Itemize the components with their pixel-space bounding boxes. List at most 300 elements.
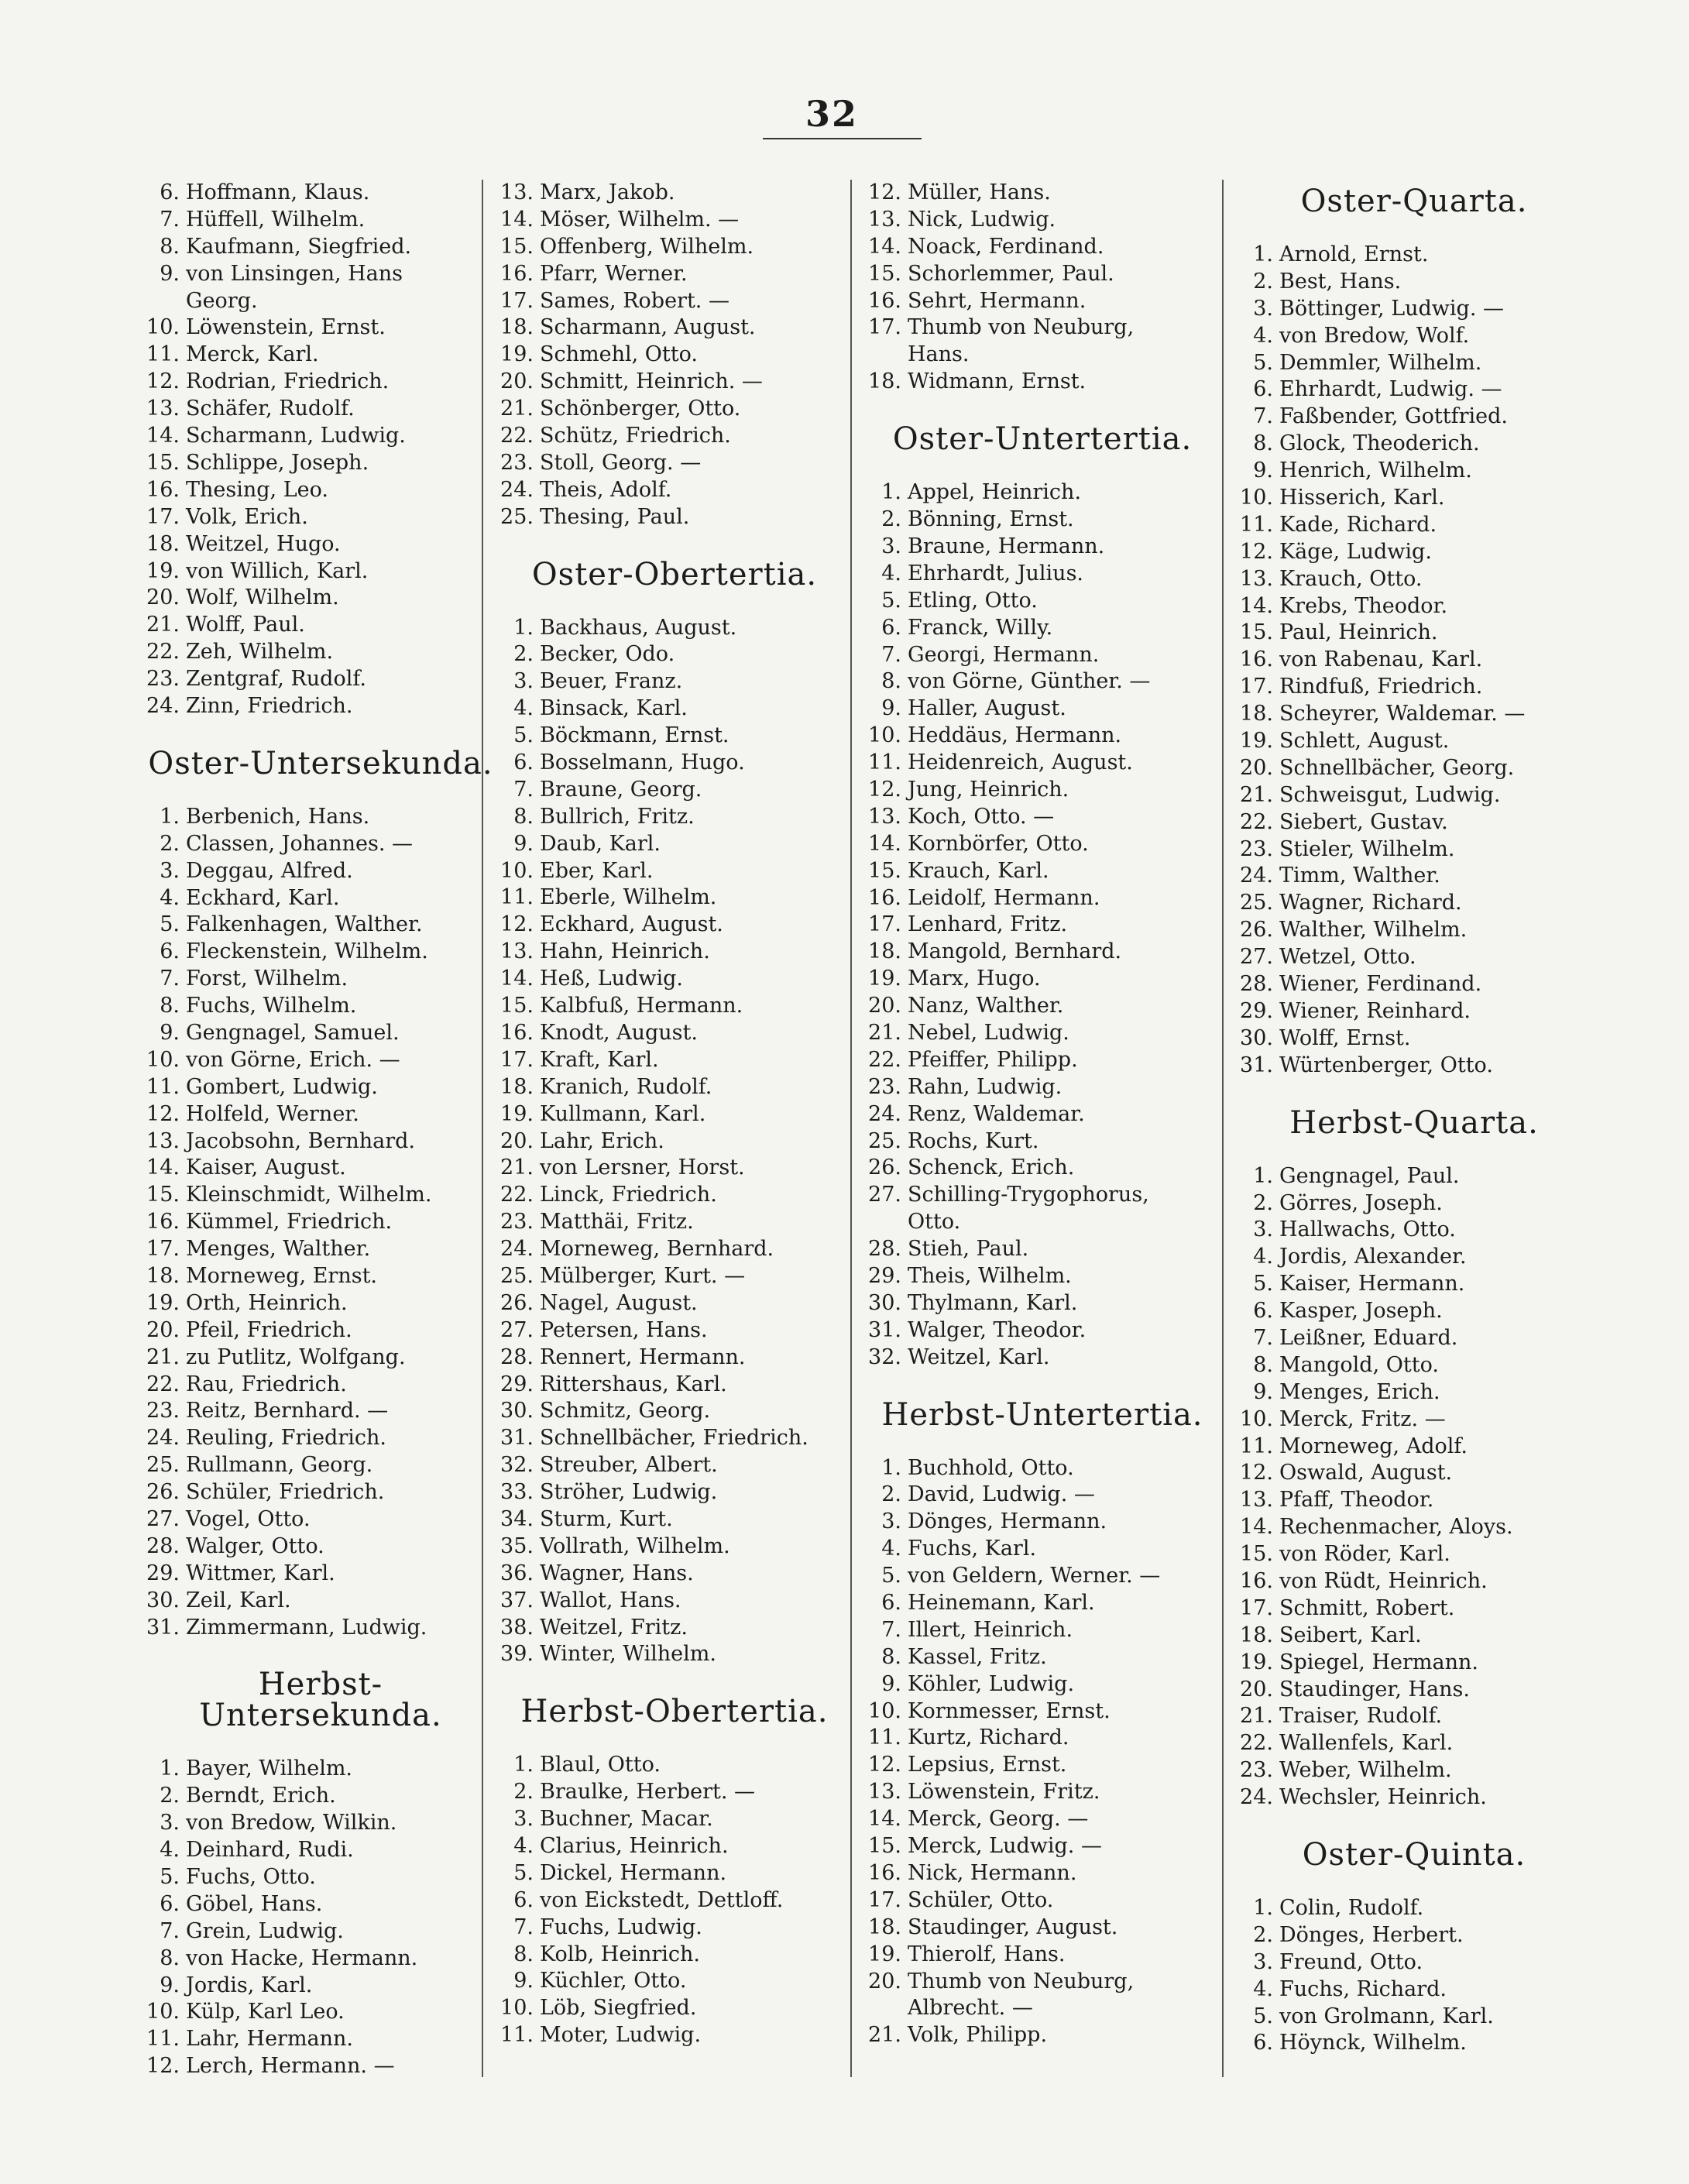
list-item-number: 18. (500, 315, 534, 340)
list-item-name: Wetzel, Otto. (1279, 945, 1416, 970)
list-item-name: Seibert, Karl. (1279, 1623, 1422, 1647)
list-item (1239, 2004, 1589, 2031)
list-item-number: 16. (146, 1210, 180, 1235)
list-item (146, 1317, 496, 1344)
list-item (146, 1945, 496, 1973)
list-item-number: 4. (881, 561, 901, 585)
list-item (499, 1074, 850, 1101)
list-item-number: 9. (513, 1969, 534, 1993)
list-item (146, 858, 496, 885)
list-item-number: 10. (146, 2000, 180, 2024)
list-item (146, 1290, 496, 1317)
section-heading: Oster-Obertertia. (531, 556, 818, 592)
list-item (499, 234, 850, 261)
list-item-name: Braulke, Herbert. — (540, 1780, 755, 1805)
list-item (1239, 1568, 1589, 1595)
list-item-number: 14. (500, 967, 534, 991)
list-item-number: 9. (160, 1973, 180, 1997)
list-item (1239, 1352, 1589, 1379)
list-item (867, 1969, 1217, 2023)
column-1 (146, 180, 496, 2080)
list-item (146, 939, 496, 966)
list-item (146, 1891, 496, 1918)
list-item-name: Merck, Fritz. — (1279, 1406, 1446, 1431)
list-item-name: Kassel, Fritz. (908, 1644, 1047, 1669)
list-item-name: Daub, Karl. (540, 831, 661, 856)
list-item-name: Thumb von Neuburg, (908, 1969, 1135, 1993)
list-item-number: 20. (1240, 755, 1273, 780)
list-item-number: 6. (160, 1891, 180, 1916)
list-item-name: Kümmel, Friedrich. (186, 1210, 393, 1235)
list-item-name: Noack, Ferdinand. (908, 234, 1104, 259)
list-item (867, 993, 1217, 1020)
list-item (1239, 1053, 1589, 1080)
list-item-number: 10. (146, 1047, 180, 1072)
list-item-name: Morneweg, Bernhard. (540, 1237, 774, 1262)
list-item-name: Thumb von Neuburg, (908, 315, 1135, 340)
list-item-number: 16. (500, 1020, 534, 1045)
list-item-number: 20. (146, 1317, 180, 1342)
list-item (146, 804, 496, 831)
list-item-number: 15. (500, 994, 534, 1018)
list-item (499, 396, 850, 423)
list-item (146, 1047, 496, 1074)
list-item-name: Jordis, Karl. (186, 1973, 313, 1997)
list-item (1239, 376, 1589, 403)
list-item (146, 1837, 496, 1864)
list-item-number: 39. (500, 1642, 534, 1667)
list-item-number: 9. (160, 1020, 180, 1045)
list-item-name: Bullrich, Fritz. (540, 804, 695, 829)
list-item (867, 1725, 1217, 1752)
list-item-name: Rechenmacher, Aloys. (1279, 1515, 1513, 1540)
list-item-name: Dickel, Hermann. (540, 1860, 727, 1885)
list-item-number: 2. (1253, 269, 1273, 294)
section-heading: Oster-Quinta. (1302, 1836, 1526, 1873)
list-item-name: Schüler, Otto. (908, 1887, 1054, 1912)
list-item-name: Menges, Walther. (186, 1237, 371, 1262)
list-item (867, 534, 1217, 561)
list-item (867, 695, 1217, 723)
list-item-number: 26. (500, 1290, 534, 1315)
list-item-number: 29. (500, 1372, 534, 1396)
list-item-name: Henrich, Wilhelm. (1279, 458, 1472, 483)
list-item-name: Bönning, Ernst. (908, 507, 1074, 532)
list-item-number: 31. (1240, 1053, 1273, 1077)
list-item-name: Binsack, Karl. (540, 696, 688, 721)
list-item (146, 558, 496, 585)
list-item (146, 207, 496, 234)
list-item-number: 4. (513, 696, 534, 721)
list-item-number: 6. (160, 180, 180, 204)
list-item-number: 21. (500, 397, 534, 421)
list-item-number: 21. (500, 1156, 534, 1180)
list-item (499, 939, 850, 966)
list-item-number: 2. (160, 1784, 180, 1808)
list-item-number: 14. (500, 207, 534, 232)
list-item-name: Scharmann, August. (540, 315, 756, 340)
list-item-name: Classen, Johannes. — (186, 831, 413, 856)
list-item-number: 12. (1240, 1461, 1273, 1485)
list-item-number: 3. (1253, 296, 1273, 321)
list-item-number: 15. (500, 234, 534, 259)
list-item-number: 2. (513, 642, 534, 667)
list-item-name: Timm, Walther. (1279, 864, 1440, 888)
list-item-number: 4. (513, 1833, 534, 1858)
list-item-name: Weitzel, Hugo. (186, 531, 341, 556)
list-item-name: Backhaus, August. (540, 615, 737, 640)
list-item-name: Petersen, Hans. (540, 1317, 708, 1342)
list-item (867, 1074, 1217, 1101)
list-item-name: Dönges, Herbert. (1279, 1922, 1464, 1947)
list-item-name: Orth, Heinrich. (186, 1290, 348, 1315)
list-item-name: Walger, Otto. (186, 1533, 324, 1558)
list-item (499, 1344, 850, 1372)
list-item-number: 27. (868, 1183, 901, 1207)
list-item-number: 3. (513, 669, 534, 694)
list-item (1239, 647, 1589, 674)
list-item (1239, 1703, 1589, 1730)
list-item-name: Schmitz, Georg. (540, 1399, 711, 1423)
list-item-name: Merck, Georg. — (908, 1807, 1089, 1832)
list-item (867, 1779, 1217, 1806)
list-item-name: Mangold, Bernhard. (908, 939, 1122, 964)
list-item (499, 207, 850, 234)
list-item-number: 27. (500, 1317, 534, 1342)
list-item-name: Gengnagel, Samuel. (186, 1020, 400, 1045)
list-item-name: Thylmann, Karl. (908, 1290, 1078, 1315)
list-item-name: Koch, Otto. — (908, 804, 1055, 829)
list-item (867, 858, 1217, 885)
list-item (867, 1290, 1217, 1317)
list-item (867, 1317, 1217, 1344)
list-item (499, 1995, 850, 2022)
list-item-name: Scheyrer, Waldemar. — (1279, 702, 1526, 726)
list-item-number: 22. (1240, 1731, 1273, 1756)
list-item-number: 22. (868, 1047, 901, 1072)
list-item (499, 1047, 850, 1074)
list-item (867, 1590, 1217, 1617)
list-item-number: 6. (1253, 1299, 1273, 1324)
list-item-name: Berndt, Erich. (186, 1784, 336, 1808)
list-item (499, 1506, 850, 1533)
list-item-name: von Rabenau, Karl. (1279, 647, 1483, 672)
list-item (499, 1615, 850, 1642)
list-item-number: 34. (500, 1506, 534, 1531)
list-item (867, 1536, 1217, 1563)
list-item-name: Krebs, Theodor. (1279, 593, 1448, 618)
list-item-name: Merck, Ludwig. — (908, 1834, 1102, 1859)
list-item (499, 1020, 850, 1047)
list-item (146, 504, 496, 531)
list-item-name: Schäfer, Rudolf. (186, 397, 355, 421)
list-item (499, 777, 850, 804)
list-item-number: 12. (868, 777, 901, 802)
list-item-number: 22. (500, 424, 534, 448)
list-item (867, 642, 1217, 669)
list-item-number: 4. (1253, 323, 1273, 348)
list-item-name: Buchner, Macar. (540, 1807, 713, 1832)
list-item-name: Rittershaus, Karl. (540, 1372, 727, 1396)
list-item-name: Georgi, Hermann. (908, 642, 1100, 667)
list-item-name: Glock, Theoderich. (1279, 431, 1480, 456)
list-item (499, 1101, 850, 1128)
list-item-number: 12. (146, 2054, 180, 2079)
list-item-number: 7. (1253, 404, 1273, 429)
list-item-number: 20. (1240, 1677, 1273, 1702)
list-item (1239, 1325, 1589, 1352)
list-item-name: Kolb, Heinrich. (540, 1942, 700, 1966)
list-item-number: 26. (146, 1480, 180, 1505)
list-item (1239, 1677, 1589, 1704)
list-item-name: Fleckenstein, Wilhelm. (186, 939, 428, 964)
list-item (867, 1236, 1217, 1263)
list-item-name: Rahn, Ludwig. (908, 1074, 1062, 1099)
list-item-name: Rullmann, Georg. (186, 1453, 373, 1478)
list-item-number: 8. (881, 669, 901, 694)
list-item-name: Wiener, Ferdinand. (1279, 972, 1482, 997)
list-item-number: 14. (868, 831, 901, 856)
list-item (146, 912, 496, 939)
list-item (867, 1806, 1217, 1833)
list-item (146, 993, 496, 1020)
list-item (146, 1425, 496, 1452)
list-item-name: Wolf, Wilhelm. (186, 585, 339, 610)
list-item (146, 261, 496, 315)
column-4 (1239, 180, 1589, 2057)
list-item-name: Lerch, Hermann. — (186, 2054, 395, 2079)
list-item-number: 22. (146, 1372, 180, 1396)
list-item (867, 885, 1217, 912)
list-item (1239, 1271, 1589, 1298)
list-item-number: 12. (500, 912, 534, 937)
list-item (146, 1128, 496, 1156)
list-item (146, 585, 496, 612)
list-item-name: Weitzel, Karl. (908, 1344, 1050, 1369)
list-item-number: 17. (868, 315, 901, 340)
list-item-name: Hahn, Heinrich. (540, 939, 710, 964)
list-item-name: Deinhard, Rudi. (186, 1838, 354, 1863)
list-item (499, 369, 850, 396)
list-item-name: Bayer, Wilhelm. (186, 1756, 353, 1781)
list-item-number: 10. (1240, 486, 1273, 510)
list-item-name: Nick, Hermann. (908, 1860, 1077, 1885)
list-item-name: Fuchs, Karl. (908, 1537, 1037, 1561)
list-item-name: Zeh, Wilhelm. (186, 640, 334, 664)
list-item (1239, 1244, 1589, 1271)
list-item (499, 314, 850, 342)
list-item (1239, 458, 1589, 485)
list-item-name: Scharmann, Ludwig. (186, 424, 406, 448)
list-item (867, 1914, 1217, 1942)
section-heading: Herbst-Obertertia. (520, 1694, 829, 1730)
list-item-number: 3. (1253, 1949, 1273, 1974)
list-item-name: Schütz, Friedrich. (540, 424, 731, 448)
column-2 (499, 180, 850, 2049)
list-item-name: Wiener, Reinhard. (1279, 998, 1471, 1023)
list-item-number: 29. (146, 1561, 180, 1585)
list-item-name: Braune, Hermann. (908, 534, 1105, 558)
list-item (146, 531, 496, 558)
list-item-name: Böckmann, Ernst. (540, 723, 729, 748)
list-item-number: 8. (1253, 1352, 1273, 1377)
list-item-name: Rodrian, Friedrich. (186, 369, 390, 394)
list-item (146, 1864, 496, 1891)
header-rule (763, 138, 922, 139)
list-item-number: 3. (513, 1807, 534, 1832)
list-item-name: Best, Hans. (1279, 269, 1402, 294)
list-item-name: Nebel, Ludwig. (908, 1020, 1069, 1045)
list-item (1239, 593, 1589, 620)
list-item (1239, 998, 1589, 1025)
list-item-number: 3. (881, 534, 901, 558)
column-divider (1222, 180, 1224, 2077)
list-item (867, 723, 1217, 750)
list-item (867, 1128, 1217, 1156)
list-item-number: 14. (146, 1156, 180, 1180)
list-item-number: 11. (146, 2027, 180, 2052)
list-item-number: 10. (1240, 1406, 1273, 1431)
list-item-number: 28. (146, 1533, 180, 1558)
list-item-name: Siebert, Gustav. (1279, 809, 1448, 834)
list-item-number: 13. (500, 939, 534, 964)
list-item-number: 10. (500, 858, 534, 883)
list-item-number: 1. (160, 1756, 180, 1781)
list-item-number: 17. (868, 912, 901, 937)
list-item-name: Müller, Hans. (908, 180, 1051, 204)
list-item-name: Becker, Odo. (540, 642, 675, 667)
list-item-name: Kleinschmidt, Wilhelm. (186, 1183, 432, 1207)
list-item (499, 1588, 850, 1615)
list-item-number: 5. (513, 723, 534, 748)
list-item-name: von Bredow, Wilkin. (186, 1811, 397, 1835)
list-item (867, 2022, 1217, 2049)
list-item (867, 804, 1217, 831)
list-item-number: 9. (1253, 458, 1273, 483)
list-item (1239, 1541, 1589, 1568)
list-item-number: 20. (146, 585, 180, 610)
list-item (146, 693, 496, 720)
list-item-number: 14. (1240, 1515, 1273, 1540)
list-item-name: Schlett, August. (1279, 729, 1450, 754)
list-item (867, 1942, 1217, 1969)
list-item-name: Forst, Wilhelm. (186, 967, 348, 991)
list-item-number: 19. (1240, 1650, 1273, 1674)
list-item-name: Wagner, Richard. (1279, 891, 1462, 915)
list-item-name: Paul, Heinrich. (1279, 620, 1438, 645)
list-item (146, 1236, 496, 1263)
list-item-number: 21. (1240, 782, 1273, 807)
list-item-name: Renz, Waldemar. (908, 1101, 1085, 1126)
list-item-name: Grein, Ludwig. (186, 1918, 344, 1943)
list-item (146, 1615, 496, 1642)
list-item-continuation: Georg. (186, 288, 258, 313)
list-item-name: Morneweg, Adolf. (1279, 1434, 1468, 1458)
list-item-name: Clarius, Heinrich. (540, 1833, 729, 1858)
list-item-number: 4. (881, 1537, 901, 1561)
list-item-number: 23. (868, 1074, 901, 1099)
list-item (146, 1588, 496, 1615)
list-item-name: Eckhard, Karl. (186, 885, 340, 910)
list-item-number: 21. (868, 1020, 901, 1045)
list-item-name: Fuchs, Otto. (186, 1865, 316, 1890)
list-item-name: Zeil, Karl. (186, 1588, 291, 1612)
list-item-number: 32. (868, 1344, 901, 1369)
list-item-number: 6. (881, 615, 901, 640)
list-item-number: 2. (160, 831, 180, 856)
list-item (146, 1182, 496, 1209)
list-item (146, 885, 496, 912)
section-heading: Oster-Untersekunda. (148, 745, 493, 781)
list-item-name: Appel, Heinrich. (908, 480, 1082, 505)
list-item-name: von Willich, Karl. (186, 558, 369, 583)
list-item-name: Jacobsohn, Bernhard. (186, 1128, 416, 1153)
list-item-number: 13. (868, 1780, 901, 1805)
list-item (867, 561, 1217, 588)
list-item-name: Fuchs, Wilhelm. (186, 994, 357, 1018)
list-item-name: Schenck, Erich. (908, 1156, 1075, 1180)
list-item-name: Mülberger, Kurt. — (540, 1263, 746, 1288)
list-item (1239, 539, 1589, 566)
list-item-number: 1. (881, 1455, 901, 1480)
list-item-number: 5. (160, 1865, 180, 1890)
list-item-number: 31. (146, 1615, 180, 1640)
list-item-number: 2. (881, 507, 901, 532)
list-item (867, 479, 1217, 507)
list-item-number: 21. (868, 2023, 901, 2048)
list-item-number: 27. (1240, 945, 1273, 970)
list-item (1239, 1650, 1589, 1677)
list-item-number: 17. (868, 1887, 901, 1912)
list-item-name: Kraft, Karl. (540, 1047, 659, 1072)
list-item-name: Kaiser, August. (186, 1156, 346, 1180)
list-item-number: 18. (146, 1263, 180, 1288)
list-item-name: Schönberger, Otto. (540, 397, 741, 421)
list-item-name: Jung, Heinrich. (908, 777, 1069, 802)
list-item-name: Freund, Otto. (1279, 1949, 1423, 1974)
list-item-name: Krauch, Otto. (1279, 566, 1423, 591)
list-item-number: 7. (513, 1914, 534, 1939)
list-item (499, 966, 850, 993)
list-item-name: Schmitt, Heinrich. — (540, 369, 763, 394)
list-item-name: Widmann, Ernst. (908, 369, 1087, 394)
list-item (146, 423, 496, 450)
list-item-name: Schmehl, Otto. (540, 342, 698, 367)
list-item (1239, 917, 1589, 944)
list-item (1239, 1217, 1589, 1244)
list-item (1239, 566, 1589, 593)
list-item (499, 342, 850, 369)
list-item-number: 24. (500, 477, 534, 502)
list-item (499, 1779, 850, 1806)
list-item-name: Berbenich, Hans. (186, 804, 370, 829)
list-item (1239, 1298, 1589, 1325)
list-item-number: 19. (868, 967, 901, 991)
list-item-name: Pfarr, Werner. (540, 261, 688, 286)
list-item-name: Schüler, Friedrich. (186, 1480, 385, 1505)
list-item-number: 4. (1253, 1245, 1273, 1269)
list-item (1239, 323, 1589, 350)
list-item (499, 1182, 850, 1209)
list-item (499, 1398, 850, 1425)
list-item (146, 2026, 496, 2053)
list-item-number: 23. (146, 667, 180, 692)
list-item-number: 18. (1240, 702, 1273, 726)
list-item-number: 15. (1240, 620, 1273, 645)
list-item-number: 1. (513, 1753, 534, 1777)
list-item-number: 30. (500, 1399, 534, 1423)
list-item-name: Schmitt, Robert. (1279, 1595, 1455, 1620)
